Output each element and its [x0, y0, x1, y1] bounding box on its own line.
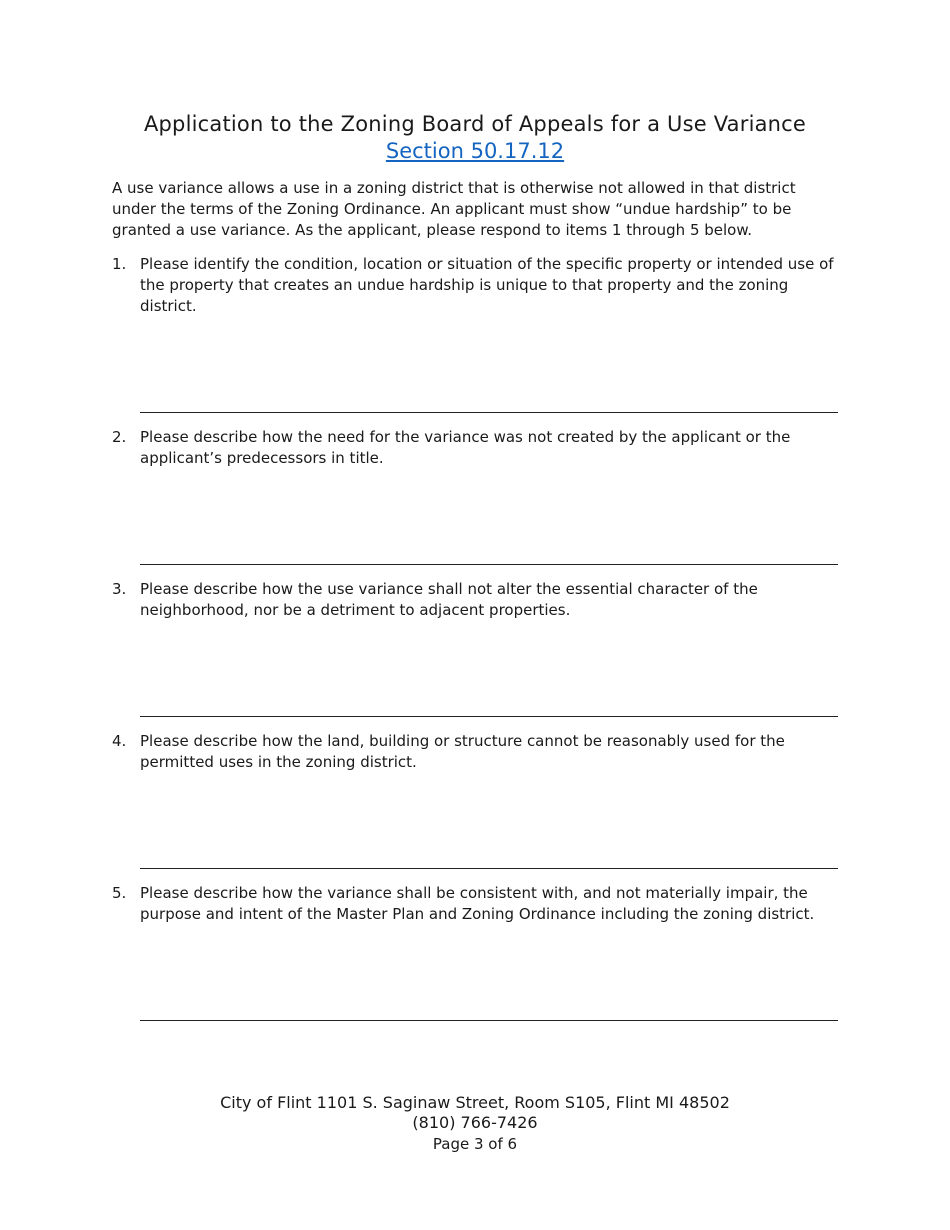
question-text: Please describe how the need for the variance was not created by the applicant or the applicant’s predecessors in title.	[140, 428, 791, 467]
question-number: 5.	[112, 884, 127, 902]
answer-line-4[interactable]	[140, 868, 838, 869]
page-title: Application to the Zoning Board of Appeals for a Use Variance	[143, 112, 807, 136]
question-text: Please describe how the variance shall be consistent with, and not materially impair, the purpose and intent of the Master Plan and Zoning Ordinance including the zoning district.	[140, 884, 815, 923]
question-number: 2.	[112, 428, 127, 446]
question-text: Please identify the condition, location or situation of the specific property or intended use of the property that creates an undue hardship is unique to that property and the zoning district.	[140, 255, 834, 315]
footer-address: City of Flint 1101 S. Saginaw Street, Room S105, Flint MI 48502	[220, 1093, 730, 1112]
answer-line-3[interactable]	[140, 716, 838, 717]
question-number: 1.	[112, 255, 127, 273]
section-link-wrapper	[0, 138, 950, 164]
question-text: Please describe how the land, building or structure cannot be reasonably used for the permitted uses in the zoning district.	[140, 732, 785, 771]
intro-paragraph: A use variance allows a use in a zoning district that is otherwise not allowed in that district under the terms of the Zoning Ordinance. An applicant must show “undue hardship” to be granted a use variance. As the applicant, please respond to items 1 through 5 below.	[112, 179, 796, 239]
footer-page-number: Page 3 of 6	[432, 1135, 518, 1153]
answer-line-1[interactable]	[140, 412, 838, 413]
question-number: 3.	[112, 580, 127, 598]
question-text: Please describe how the use variance shall not alter the essential character of the neighborhood, nor be a detriment to adjacent properties.	[140, 580, 758, 619]
answer-line-5[interactable]	[140, 1020, 838, 1021]
answer-line-2[interactable]	[140, 564, 838, 565]
section-link[interactable]: Section 50.17.12	[385, 139, 565, 163]
question-number: 4.	[112, 732, 127, 750]
footer-phone: (810) 766-7426	[412, 1113, 538, 1132]
